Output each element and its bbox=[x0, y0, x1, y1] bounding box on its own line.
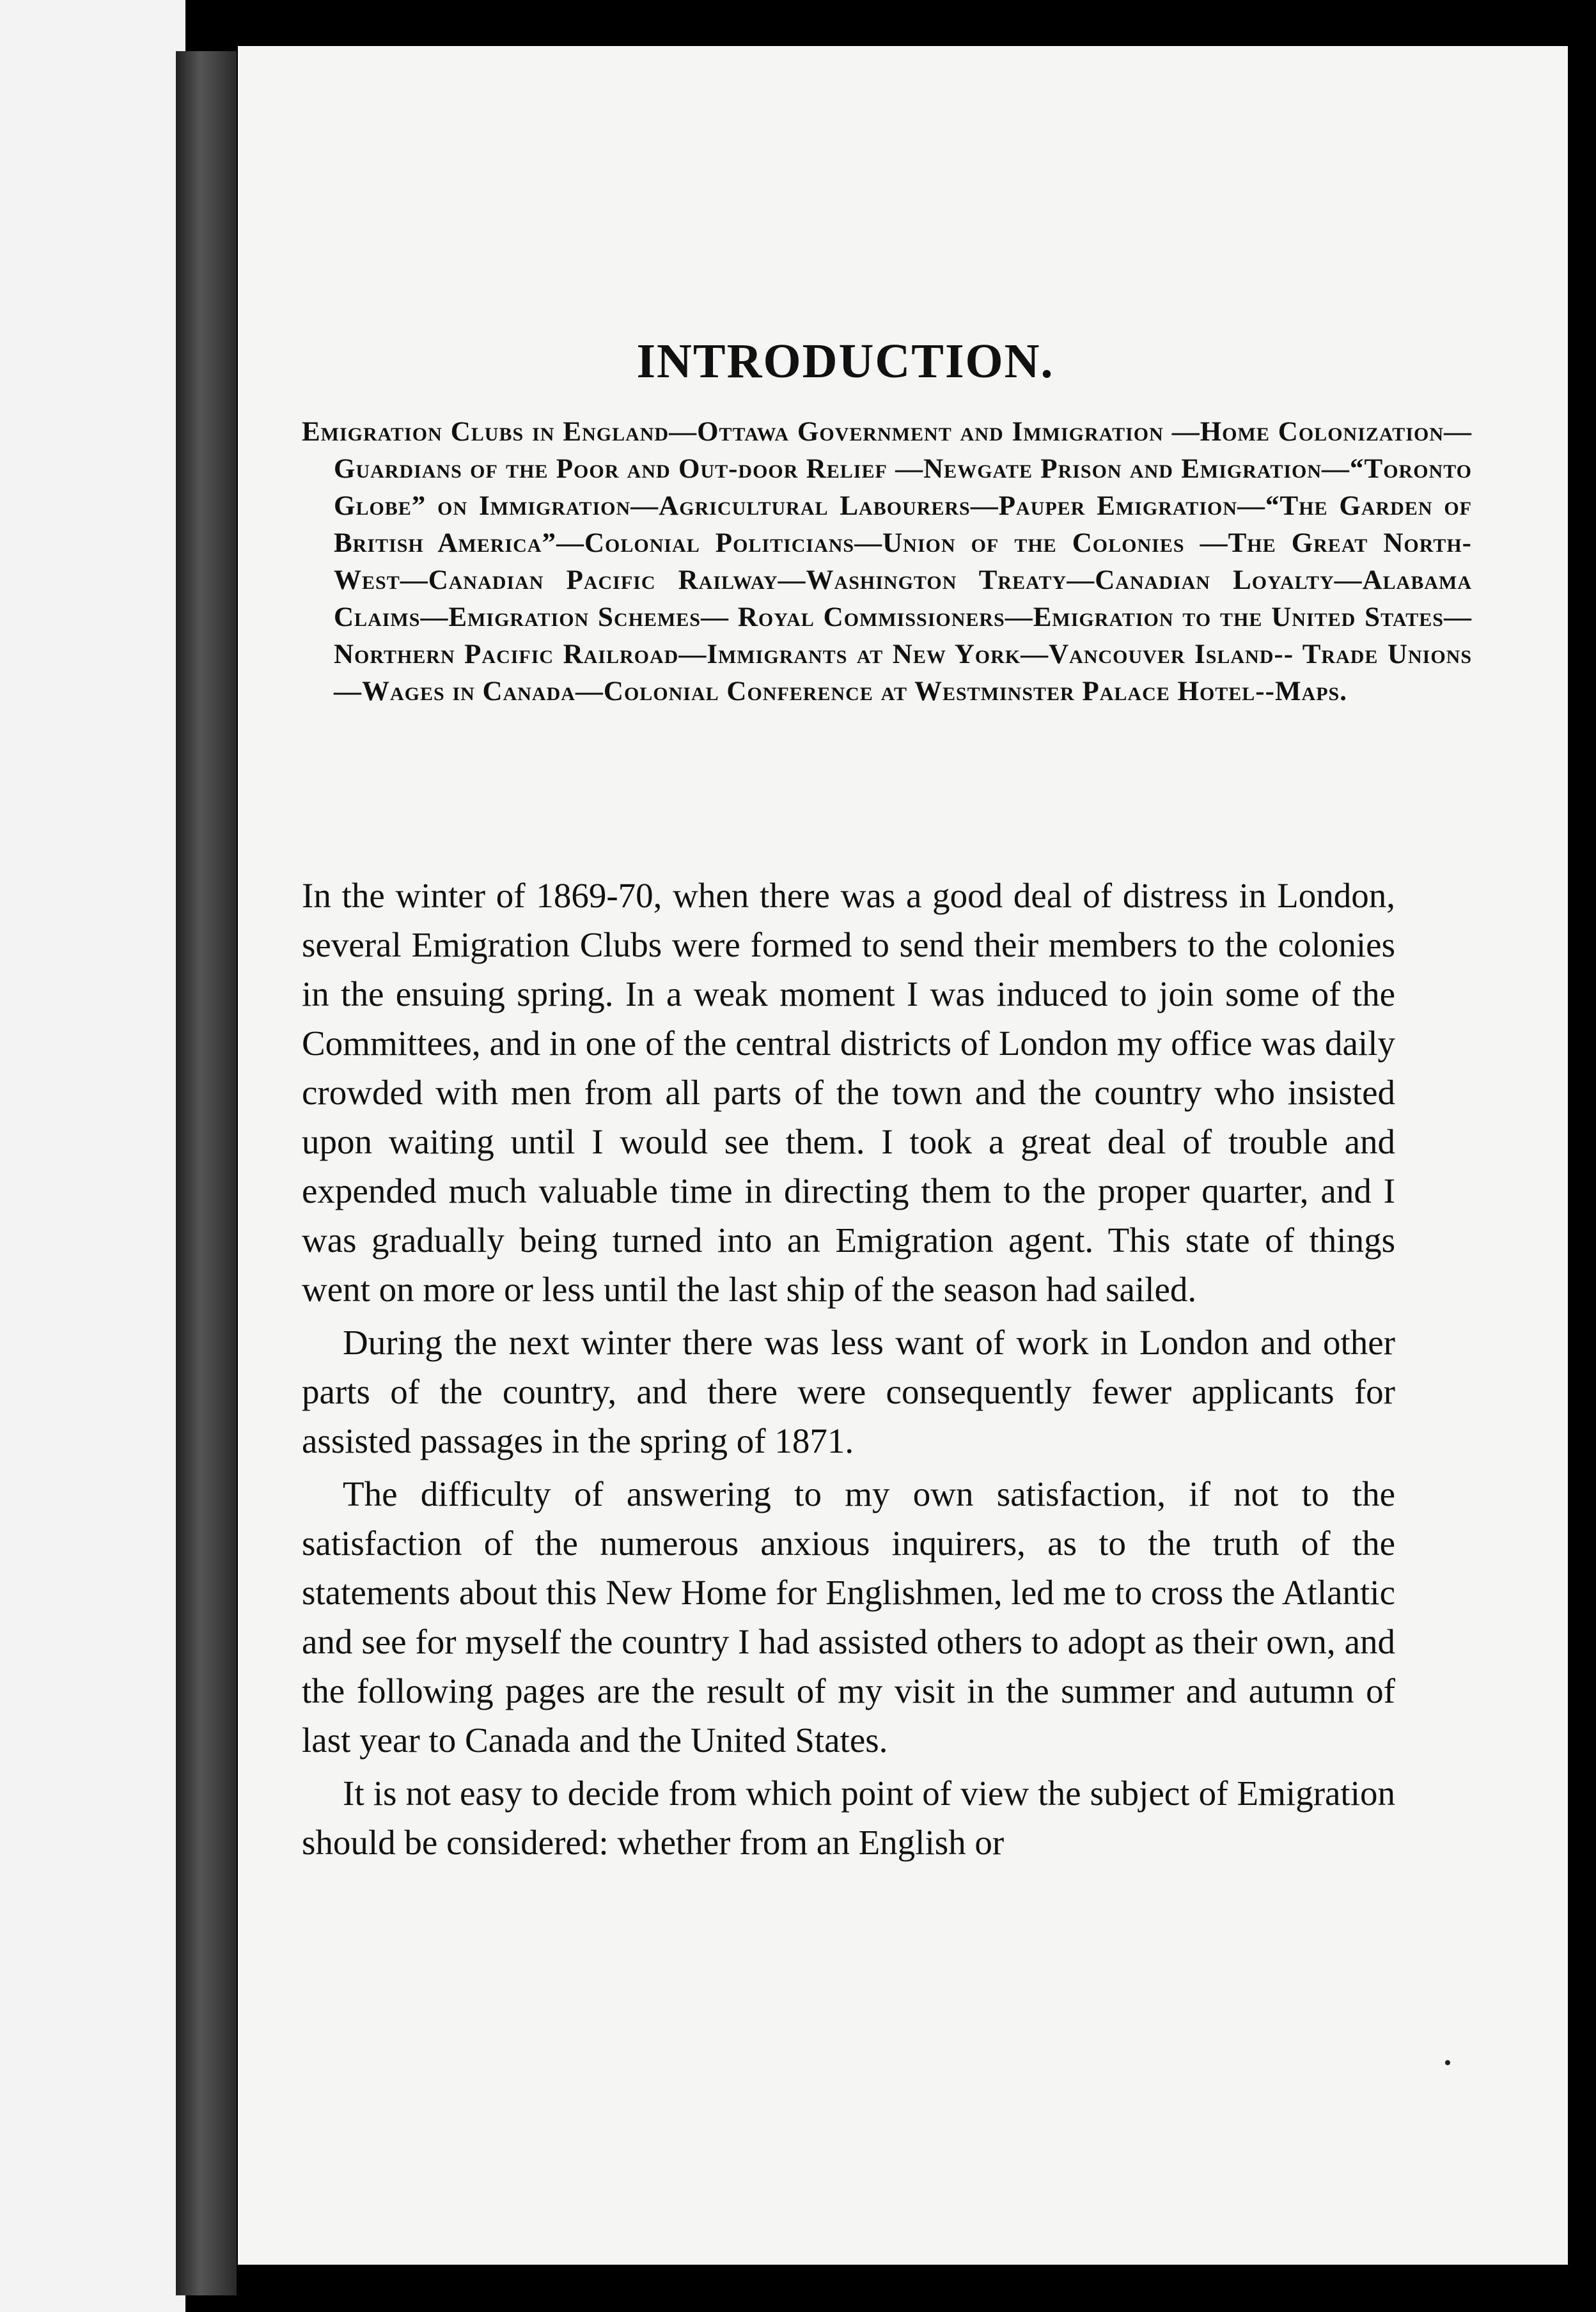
ink-speck bbox=[1445, 2060, 1450, 2065]
book-page bbox=[238, 46, 1568, 2265]
paragraph-3: The difficulty of answering to my own satisfaction, if not to the satisfaction of the numerous anxious inquirers, as to the truth of the statements about this New Home for Englishmen, led me to cross the Atlantic and see for myself the country I had assisted others to adopt as their own, and the following pages are the result of my visit in the summer and autumn of last year to Canada and the United States. bbox=[302, 1474, 1395, 1760]
paragraph-4: It is not easy to decide from which point of view the subject of Emigration should be considered: whether from an English or bbox=[302, 1774, 1395, 1862]
chapter-summary: Emigration Clubs in England—Ottawa Government and Immigration —Home Colonization—Guardians of the Poor and Out-door Relief —Newgate Prison and Emigration—“Toronto Globe” on Immigration—Agricultural Labourers—Pauper Emigration—“The Garden of British America”—Colonial Politicians—Union of the Colonies —The Great North-West—Canadian Pacific Railway—Washington Treaty—Canadian Loyalty—Alabama Claims—Emigration Schemes— Royal Commissioners—Emigration to the United States—Northern Pacific Railroad—Immigrants at New York—Vancouver Island-- Trade Unions—Wages in Canada—Colonial Conference at Westminster Palace Hotel--Maps. bbox=[302, 417, 1472, 707]
facing-page-edge bbox=[0, 0, 185, 2312]
paragraph-2: During the next winter there was less want of work in London and other parts of the country, and there were consequently fewer applicants for assisted passages in the spring of 1871. bbox=[302, 1323, 1395, 1460]
book-gutter bbox=[176, 51, 237, 2295]
page-title: INTRODUCTION. bbox=[636, 334, 1054, 388]
paragraph-1: In the winter of 1869-70, when there was a good deal of distress in London, several Emigration Clubs were formed to send their members to the colonies in the ensuing spring. In a weak moment I was induced to join some of the Committees, and in one of the central districts of London my office was daily crowded with men from all parts of the town and the country who insisted upon waiting until I would see them. I took a great deal of trouble and expended much valuable time in directing them to the proper quarter, and I was gradually being turned into an Emigration agent. This state of things went on more or less until the last ship of the season had sailed. bbox=[302, 876, 1395, 1309]
body-text bbox=[302, 871, 1395, 1871]
